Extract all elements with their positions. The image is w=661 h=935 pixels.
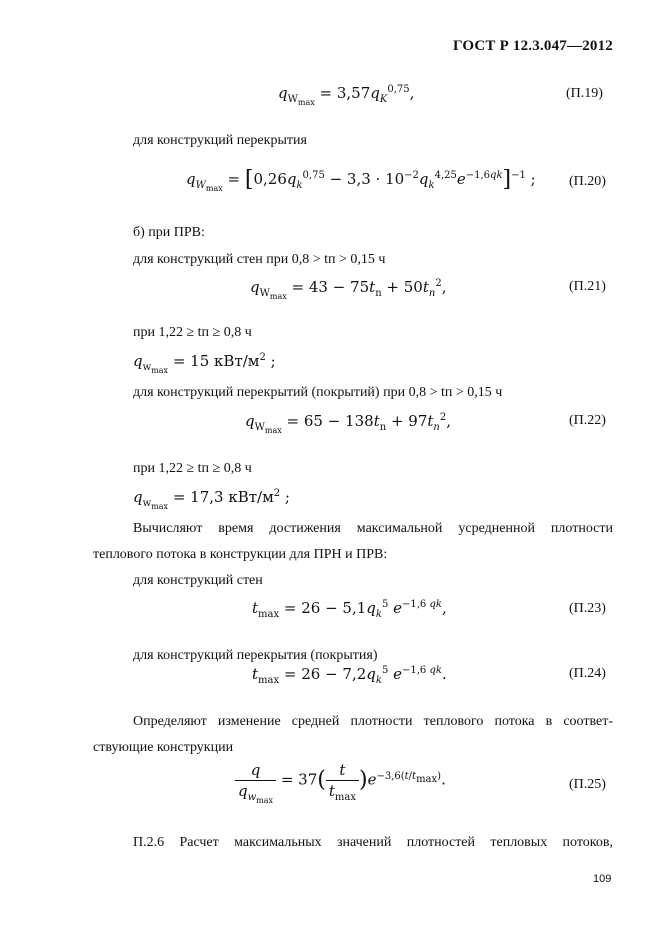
equation-walls-constant: $q_{w_{max}} = 15$ кВт/$м^2$ ; [133, 352, 276, 375]
equation-label-p22: (П.22) [569, 413, 606, 428]
equation-p22: $q_{W_{max}} = 65 - 138t_n + 97t_n^2$, [245, 412, 452, 435]
equation-p25: $\frac{q}{q_{w_{max}}}$ = 37( $\frac{t}{t_{max}}$ )$e^{-3,6(t/t_{max})}$. [235, 760, 446, 801]
equation-p19: $q_{W_{max}} = 3,57q_K^{0,75}$, [278, 84, 415, 107]
document-code: ГОСТ Р 12.3.047—2012 [452, 38, 613, 54]
text-prv-heading: б) при ПРВ: [133, 225, 205, 240]
text-range-walls: при 1,22 ≥ tп ≥ 0,8 ч [133, 325, 252, 340]
paragraph-line-1: Вычисляют время достижения максимальной усредненной плотности [133, 521, 613, 536]
text-range-floors: при 1,22 ≥ tп ≥ 0,8 ч [133, 461, 252, 476]
equation-label-p24: (П.24) [569, 666, 606, 681]
equation-p20: $q_{W_{max}} = [0,26q_k^{0,75} - 3,3 \cdot 10^{-2}q_k^{4,25}e^{-1,6qk}]^{-1}$ ; [186, 167, 536, 193]
paragraph-line-2: теплового потока в конструкции для ПРН и ПРВ: [93, 547, 388, 562]
text-wall-structures-prv: для конструкций стен при 0,8 > tп > 0,15 ч [133, 252, 386, 267]
equation-label-p19: (П.19) [566, 86, 603, 101]
equation-p23: $t_{max} = 26 - 5,1q_k^5$ $e^{-1,6 qk}$, [252, 599, 447, 620]
equation-label-p25: (П.25) [569, 777, 606, 792]
text-wall-structures: для конструкций стен [133, 573, 263, 588]
equation-label-p21: (П.21) [569, 279, 606, 294]
paragraph-2-line-1: Определяют изменение средней плотности теплового потока в соответ- [133, 714, 613, 729]
equation-label-p20: (П.20) [569, 174, 606, 189]
equation-floors-constant: $q_{w_{max}} = 17,3$ кВт/$м^2$ ; [133, 488, 290, 511]
equation-label-p23: (П.23) [569, 601, 606, 616]
paragraph-2-line-2: ствующие конструкции [93, 740, 234, 755]
text-floor-structures-prv: для конструкций перекрытий (покрытий) при 0,8 > tп > 0,15 ч [133, 385, 503, 400]
text-floor-structures: для конструкций перекрытия [133, 133, 307, 148]
equation-p24: $t_{max} = 26 - 7,2q_k^5$ $e^{-1,6 qk}$. [252, 665, 447, 686]
text-floor-structures-2: для конструкций перекрытия (покрытия) [133, 648, 378, 663]
section-2-6-heading: П.2.6 Расчет максимальных значений плотностей тепловых потоков, [133, 835, 613, 850]
equation-p21: $q_{W_{max}} = 43 - 75t_n + 50t_n^2$, [250, 278, 447, 301]
page-number: 109 [593, 873, 612, 885]
